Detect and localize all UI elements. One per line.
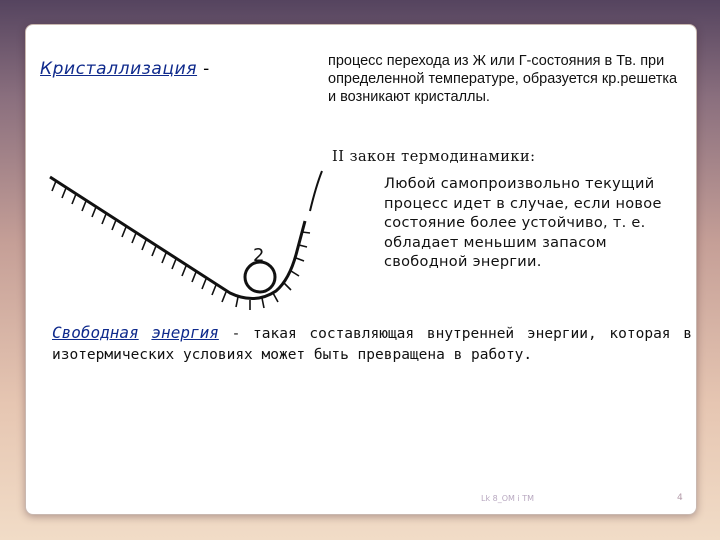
- free-energy-term-2: энергия: [151, 323, 219, 342]
- ball-2: [245, 262, 275, 292]
- term-title-text: Кристаллизация: [40, 59, 198, 79]
- slope-hatching: [52, 181, 310, 310]
- footer-text: Lk 8_OM i TM: [481, 494, 535, 503]
- law-title: II закон термодинамики:: [332, 149, 536, 165]
- right-curve: [310, 171, 322, 211]
- term-dash: -: [203, 59, 210, 79]
- white-blob: [40, 111, 253, 175]
- slide: [25, 24, 697, 515]
- diagram-label: 2: [253, 245, 265, 266]
- page-number: 4: [677, 493, 683, 503]
- free-energy-term-1: Свободная: [52, 323, 139, 342]
- definition-text: процесс перехода из Ж или Г-состояния в Тв. при определенной температуре, образуется кр.решетка и возникают кристаллы.: [328, 53, 678, 105]
- energy-well-diagram: [40, 111, 330, 325]
- free-energy-definition: - такая составляющая внутренней энергии, которая в изотермических условиях может быть превращена в работу.: [52, 326, 692, 363]
- term-title: [40, 59, 210, 79]
- law-text: Любой самопроизвольно текущий процесс идет в случае, если новое состояние более устойчиво, т. е. обладает меньшим запасом свободной энергии.: [384, 176, 662, 271]
- free-energy-paragraph: [52, 322, 692, 366]
